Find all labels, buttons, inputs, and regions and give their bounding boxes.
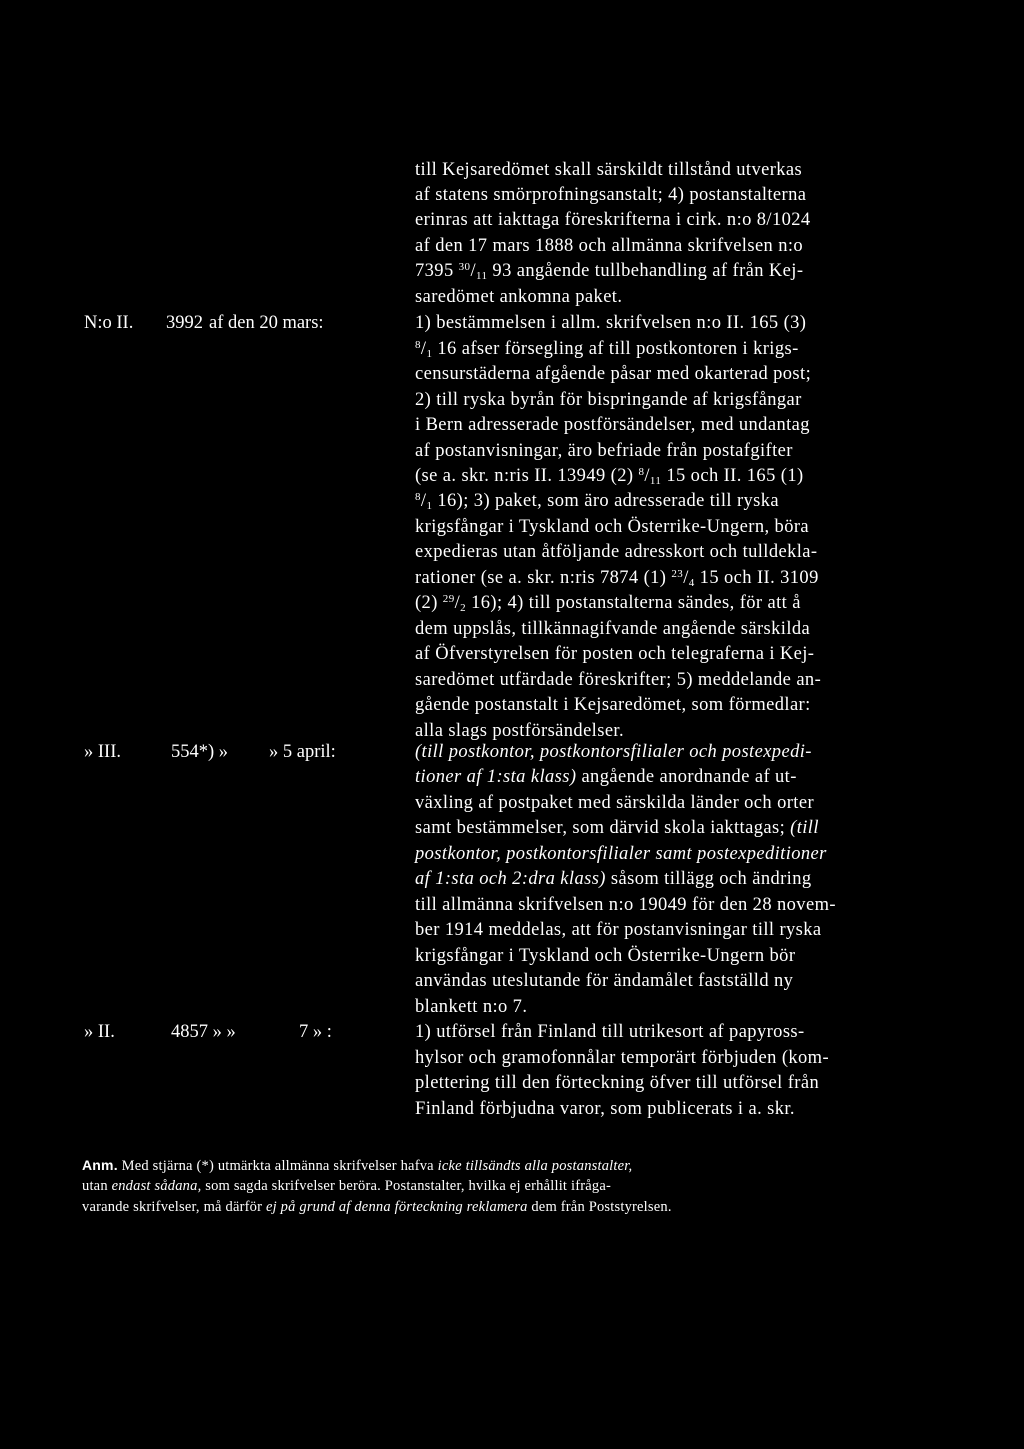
text-line: af Öfverstyrelsen för posten och telegraferna i Kej- <box>415 644 815 664</box>
text-line: postkontor, postkontorsfilialer samt postexpeditioner <box>415 844 827 864</box>
footnote-line: utan endast sådana, som sagda skrifvelser beröra. Postanstalter, hvilka ej erhållit ifråga- <box>82 1178 612 1194</box>
text-line: till Kejsaredömet skall särskildt tillstånd utverkas <box>415 160 803 180</box>
entry-ref: N:o II. <box>84 313 134 333</box>
text-line: (till postkontor, postkontorsfilialer och postexpedi- <box>415 742 812 762</box>
text-line: erinras att iakttaga föreskrifterna i cirk. n:o 8/1024 <box>415 210 811 230</box>
text-line: till allmänna skrifvelsen n:o 19049 för den 28 novem- <box>415 895 836 915</box>
text-line: tioner af 1:sta klass) angående anordnande af ut- <box>415 767 797 787</box>
entry-date: » 5 april: <box>269 742 336 762</box>
text-line: $^8/_1$ 16); 3) paket, som äro adresserade till ryska <box>415 491 780 512</box>
entry-ref: » III. <box>84 742 121 762</box>
entry-number: 3992 <box>166 313 203 333</box>
text-line: ber 1914 meddelas, att för postanvisningar till ryska <box>415 920 822 940</box>
text-line: $^8/_1$ 16 afser försegling af till postkontoren i krigs- <box>415 339 799 360</box>
entry-ref: » II. <box>84 1022 115 1042</box>
text-line: användas uteslutande för ändamålet fastställd ny <box>415 971 794 991</box>
text-line: krigsfångar i Tyskland och Österrike-Ungern bör <box>415 946 796 966</box>
text-line: af 1:sta och 2:dra klass) såsom tillägg och ändring <box>415 869 812 889</box>
entry-date: 7 » : <box>299 1022 332 1042</box>
text-line: krigsfångar i Tyskland och Österrike-Ungern, böra <box>415 517 810 537</box>
text-line: hylsor och gramofonnålar temporärt förbjuden (kom- <box>415 1048 830 1068</box>
text-line: gående postanstalt i Kejsaredömet, som förmedlar: <box>415 695 811 715</box>
text-line: 7395 $^{30}/_{11}$ 93 angående tullbehandling af från Kej- <box>415 261 804 282</box>
text-line: 1) utförsel från Finland till utrikesort af papyross- <box>415 1022 805 1042</box>
text-line: dem uppslås, tillkännagifvande angående särskilda <box>415 619 811 639</box>
footnote-line: varande skrifvelser, må därför ej på grund af denna förteckning reklamera dem från Poststyrelsen. <box>82 1199 672 1215</box>
text-line: af statens smörprofningsanstalt; 4) postanstalterna <box>415 185 807 205</box>
text-line: (se a. skr. n:ris II. 13949 (2) $^8/_{11}$ 15 och II. 165 (1) <box>415 466 804 487</box>
text-line: Finland förbjudna varor, som publicerats i a. skr. <box>415 1099 795 1119</box>
text-line: censurstäderna afgående påsar med okarterad post; <box>415 364 812 384</box>
entry-date: af den 20 mars: <box>209 313 324 333</box>
text-line: saredömet utfärdade föreskrifter; 5) meddelande an- <box>415 670 822 690</box>
text-line: i Bern adresserade postförsändelser, med undantag <box>415 415 810 435</box>
entry-number: 4857 » » <box>171 1022 236 1042</box>
text-line: (2) $^{29}/_2$ 16); 4) till postanstalterna sändes, för att å <box>415 593 801 614</box>
text-line: af postanvisningar, äro befriade från postafgifter <box>415 441 793 461</box>
entry-number: 554*) » <box>171 742 229 762</box>
text-line: alla slags postförsändelser. <box>415 721 624 741</box>
text-line: 2) till ryska byrån för bispringande af krigsfångar <box>415 390 802 410</box>
text-line: plettering till den förteckning öfver till utförsel från <box>415 1073 820 1093</box>
text-line: samt bestämmelser, som därvid skola iakttagas; (till <box>415 818 819 838</box>
footnote-line: Anm. Med stjärna (*) utmärkta allmänna skrifvelser hafva icke tillsändts alla postanstalter, <box>82 1157 633 1174</box>
text-line: rationer (se a. skr. n:ris 7874 (1) $^{23}/_4$ 15 och II. 3109 <box>415 568 819 589</box>
text-line: expedieras utan åtföljande adresskort och tulldekla- <box>415 542 818 562</box>
text-line: saredömet ankomna paket. <box>415 287 623 307</box>
text-line: växling af postpaket med särskilda länder och orter <box>415 793 815 813</box>
text-line: af den 17 mars 1888 och allmänna skrifvelsen n:o <box>415 236 804 256</box>
text-line: 1) bestämmelsen i allm. skrifvelsen n:o II. 165 (3) <box>415 313 807 333</box>
text-line: blankett n:o 7. <box>415 997 528 1017</box>
